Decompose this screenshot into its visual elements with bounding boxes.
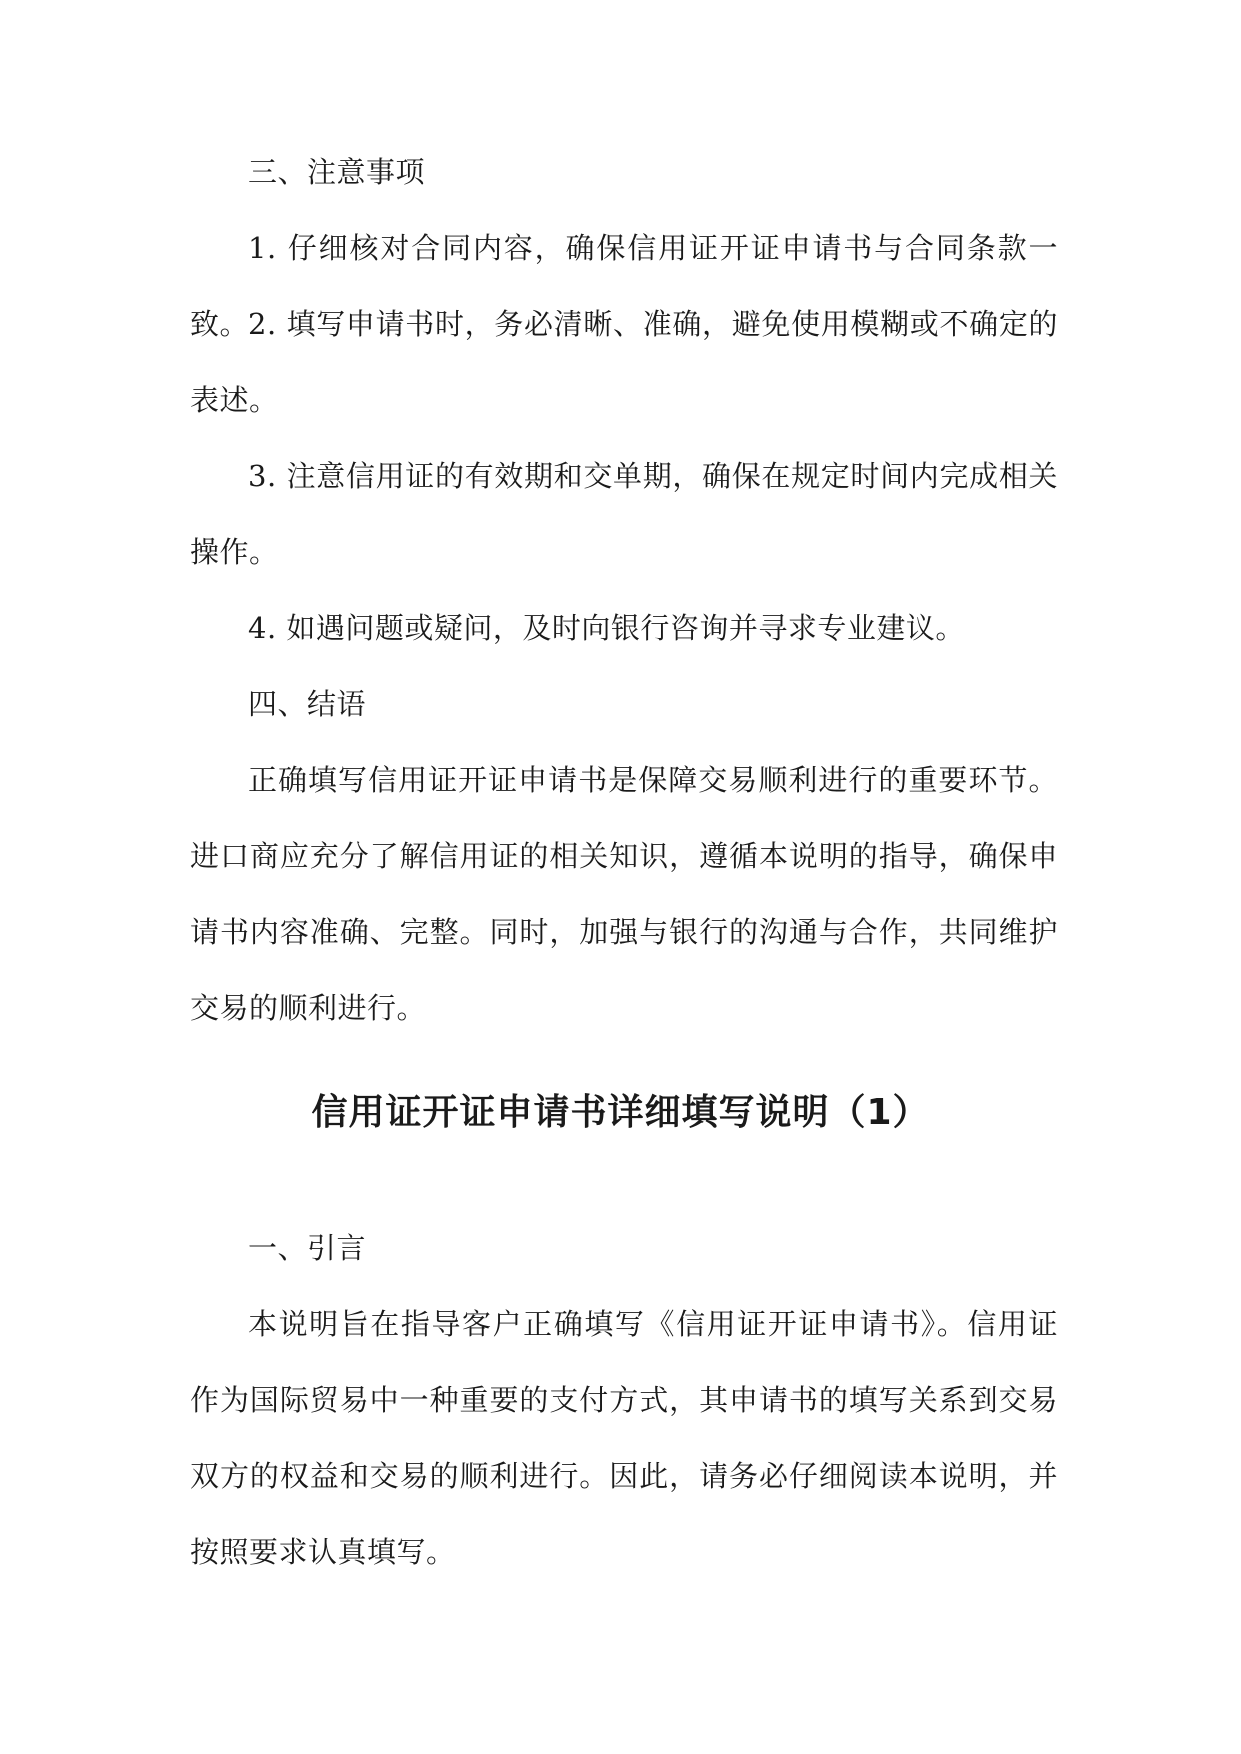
notes-item-4: 4. 如遇问题或疑问，及时向银行咨询并寻求专业建议。 [248,611,965,645]
intro-paragraph: 本说明旨在指导客户正确填写《信用证开证申请书》。信用证作为国际贸易中一种重要的支付方式，其申请书的填写关系到交易双方的权益和交易的顺利进行。因此，请务必仔细阅读本说明，并按照要求认真填写。 [190,1307,1058,1569]
notes-item-1: 1. 仔细核对合同内容，确保信用证开证申请书与合同条款一致。 [190,231,1058,341]
notes-item-3: 3. 注意信用证的有效期和交单期，确保在规定时间内完成相关操作。 [190,459,1058,569]
section-heading-notes: 三、注意事项 [248,155,426,189]
section-heading-conclusion: 四、结语 [248,687,367,721]
section-heading-intro: 一、引言 [248,1231,367,1265]
document-title: 信用证开证申请书详细填写说明（1） [311,1092,930,1133]
notes-item-2: 2. 填写申请书时，务必清晰、准确，避免使用模糊或不确定的表述。 [190,307,1058,417]
conclusion-paragraph: 正确填写信用证开证申请书是保障交易顺利进行的重要环节。进口商应充分了解信用证的相关知识，遵循本说明的指导，确保申请书内容准确、完整。同时，加强与银行的沟通与合作，共同维护交易的顺利进行。 [190,763,1058,1025]
